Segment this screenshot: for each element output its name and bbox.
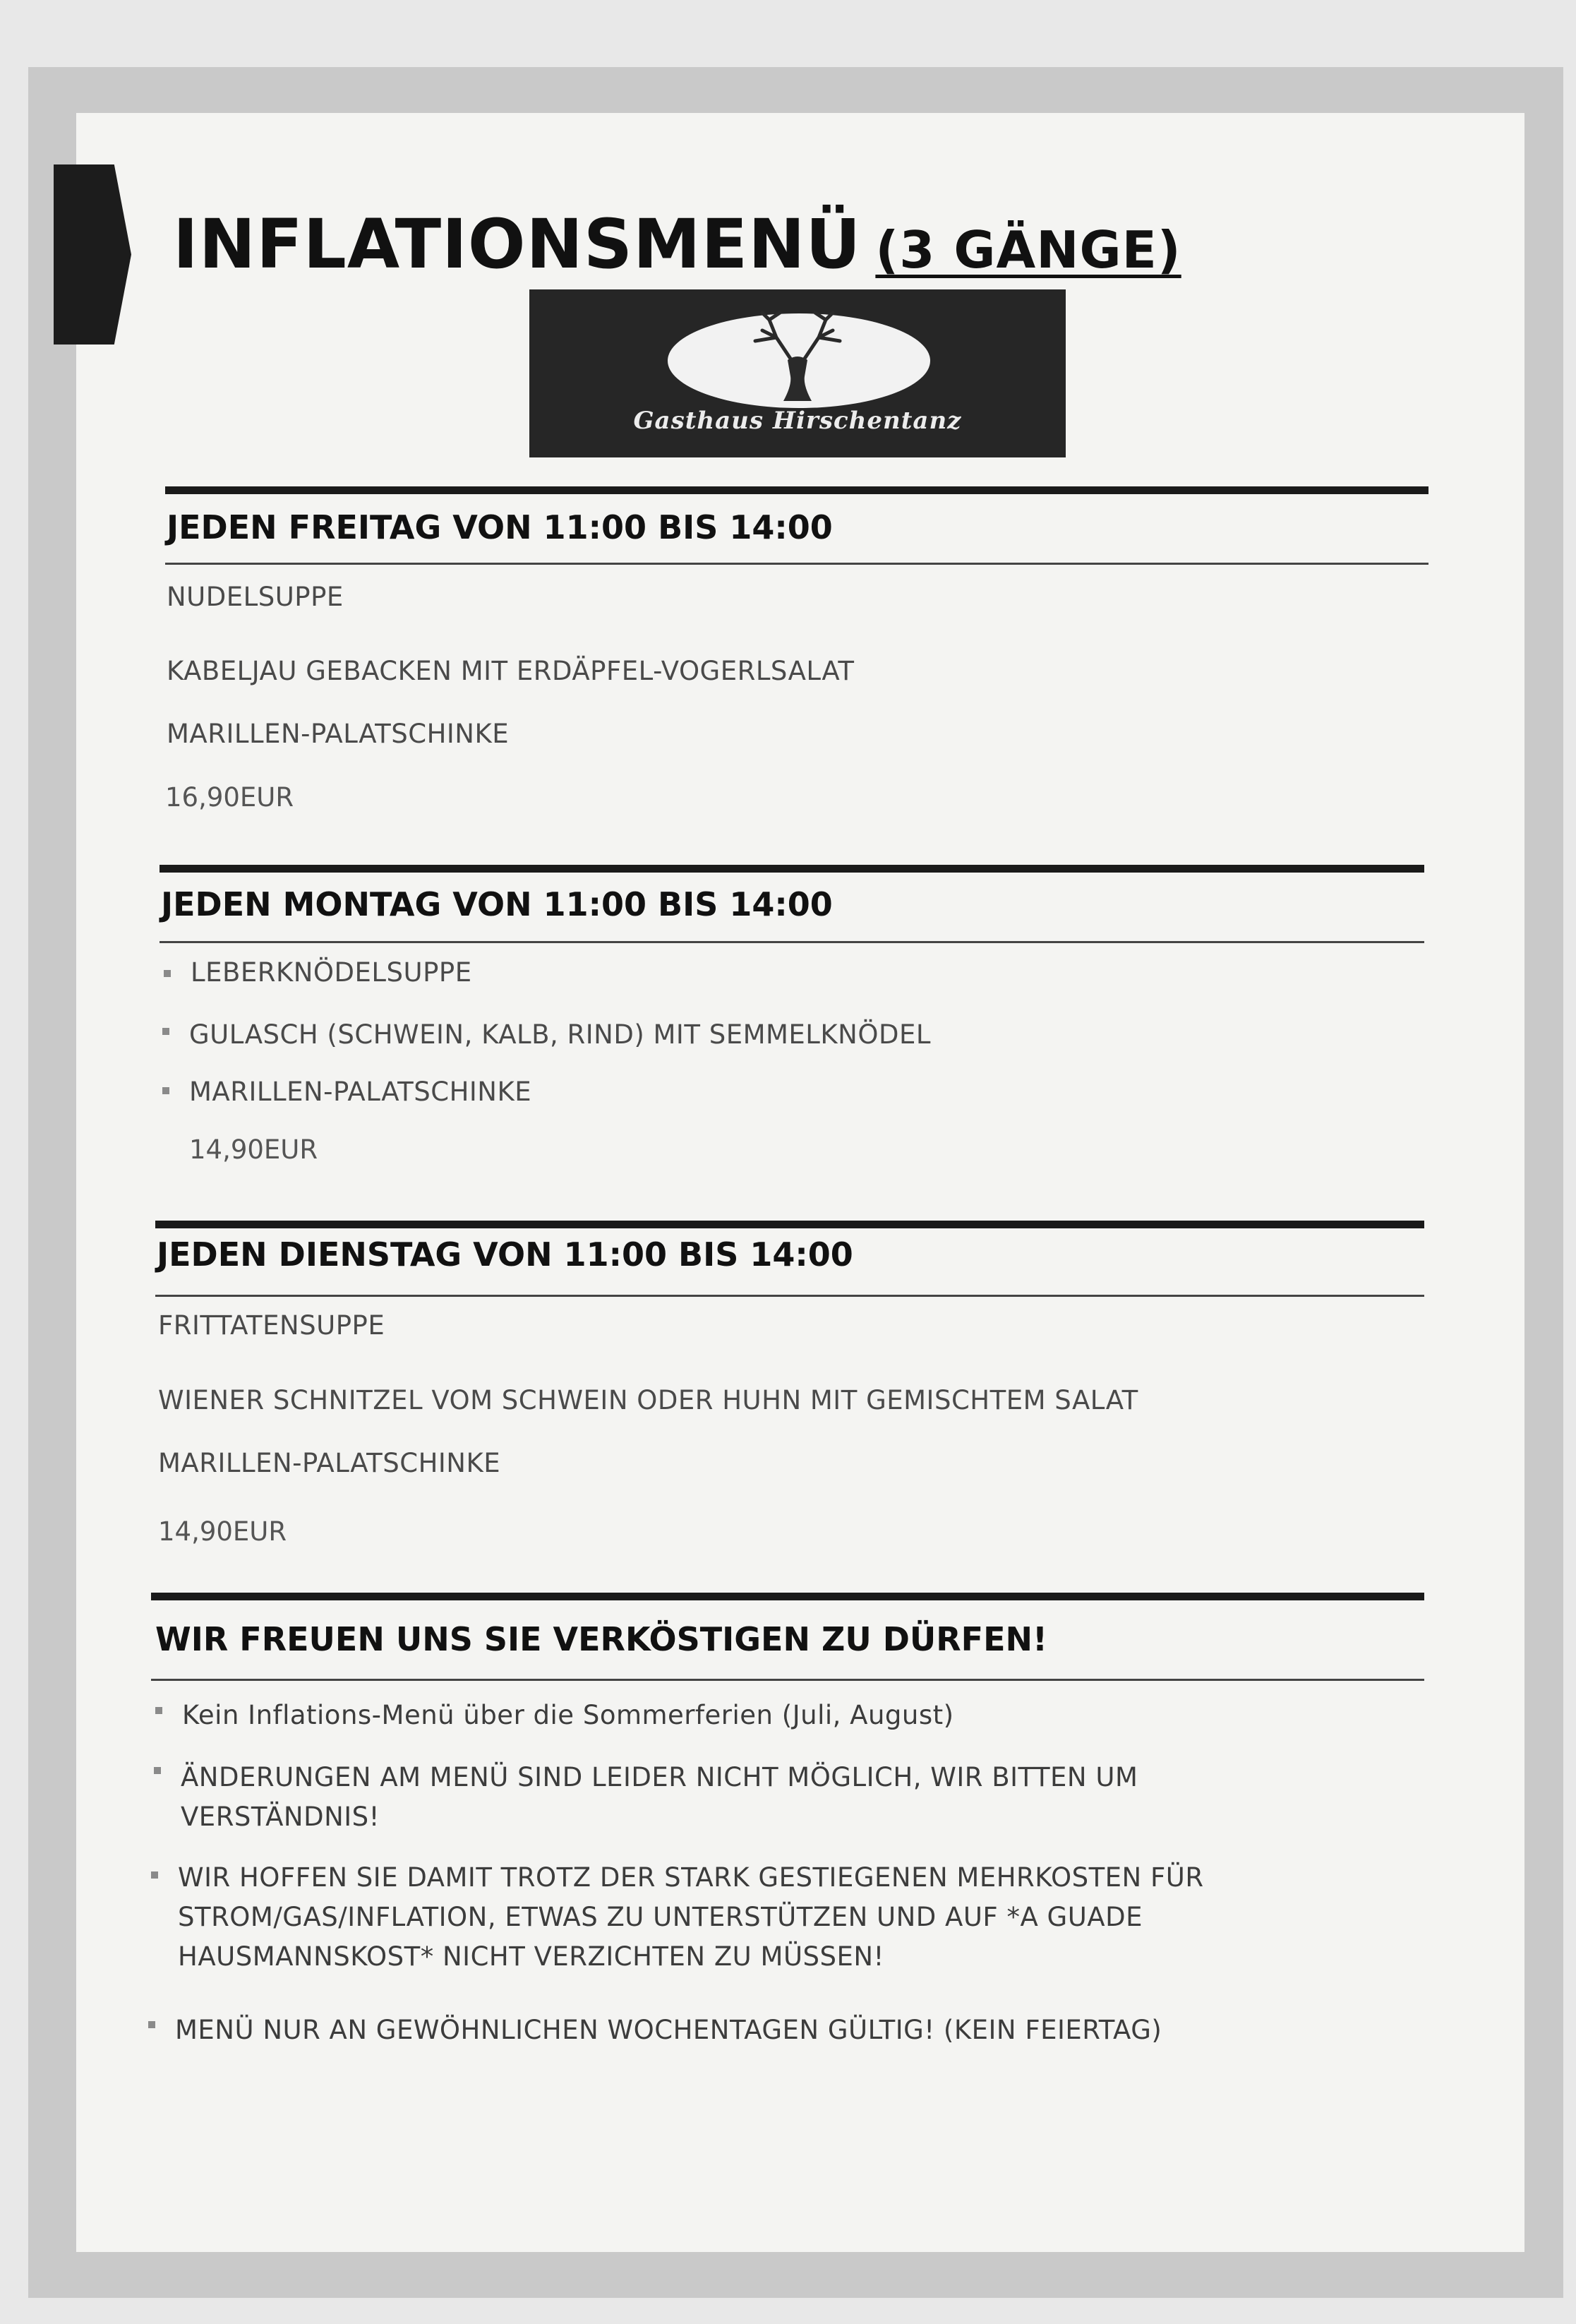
footer-note: ÄNDERUNGEN AM MENÜ SIND LEIDER NICHT MÖGLICH, WIR BITTEN UM VERSTÄNDNIS! xyxy=(181,1762,1138,1832)
title-subtitle: (3 GÄNGE) xyxy=(875,220,1181,280)
footer-note: Kein Inflations-Menü über die Sommerferien (Juli, August) xyxy=(182,1700,954,1730)
menu-item: MARILLEN-PALATSCHINKE xyxy=(189,1077,532,1107)
section-rule xyxy=(160,865,1424,873)
section-underline xyxy=(160,941,1424,943)
section-rule xyxy=(165,486,1428,494)
stag-icon xyxy=(720,309,875,408)
bullet-icon xyxy=(164,970,171,977)
bullet-icon xyxy=(162,1028,169,1035)
menu-price: 14,90EUR xyxy=(189,1134,318,1165)
menu-item: WIENER SCHNITZEL VOM SCHWEIN ODER HUHN MIT GEMISCHTEM SALAT xyxy=(158,1385,1138,1415)
menu-item: NUDELSUPPE xyxy=(167,582,344,612)
title-text: INFLATIONSMENÜ xyxy=(173,205,862,284)
footer-note: MENÜ NUR AN GEWÖHNLICHEN WOCHENTAGEN GÜLTIG! (KEIN FEIERTAG) xyxy=(175,2015,1162,2045)
bullet-icon xyxy=(162,1087,169,1094)
section-rule xyxy=(155,1221,1424,1228)
section-rule xyxy=(151,1593,1424,1600)
section-underline xyxy=(165,563,1428,565)
section-heading-dienstag: JEDEN DIENSTAG VON 11:00 BIS 14:00 xyxy=(157,1235,853,1274)
section-heading-freitag: JEDEN FREITAG VON 11:00 BIS 14:00 xyxy=(167,508,833,546)
restaurant-logo xyxy=(529,289,1066,457)
section-underline xyxy=(151,1679,1424,1681)
menu-item: MARILLEN-PALATSCHINKE xyxy=(158,1448,501,1478)
footer-heading: WIR FREUEN UNS SIE VERKÖSTIGEN ZU DÜRFEN! xyxy=(155,1620,1047,1658)
menu-item: KABELJAU GEBACKEN MIT ERDÄPFEL-VOGERLSALAT xyxy=(167,656,855,686)
section-underline xyxy=(155,1295,1424,1297)
menu-title xyxy=(173,205,1181,284)
bullet-icon xyxy=(151,1871,158,1879)
logo-text: Gasthaus Hirschentanz xyxy=(633,407,962,435)
menu-item: FRITTATENSUPPE xyxy=(158,1310,385,1341)
section-heading-montag: JEDEN MONTAG VON 11:00 BIS 14:00 xyxy=(161,885,833,923)
menu-price: 16,90EUR xyxy=(165,782,294,813)
bullet-icon xyxy=(148,2021,155,2028)
bullet-icon xyxy=(155,1707,162,1714)
menu-item: GULASCH (SCHWEIN, KALB, RIND) MIT SEMMELKNÖDEL xyxy=(189,1019,931,1050)
menu-item: MARILLEN-PALATSCHINKE xyxy=(167,719,510,749)
bullet-icon xyxy=(154,1767,161,1774)
footer-note: WIR HOFFEN SIE DAMIT TROTZ DER STARK GESTIEGENEN MEHRKOSTEN FÜR STROM/GAS/INFLATION, ETWAS ZU UNTERSTÜTZEN UND AUF *A GUADE HAUSMANNSKOST* NICHT VERZICHTEN ZU MÜSSEN! xyxy=(178,1862,1204,1972)
menu-item: LEBERKNÖDELSUPPE xyxy=(191,957,472,988)
menu-price: 14,90EUR xyxy=(158,1516,287,1547)
